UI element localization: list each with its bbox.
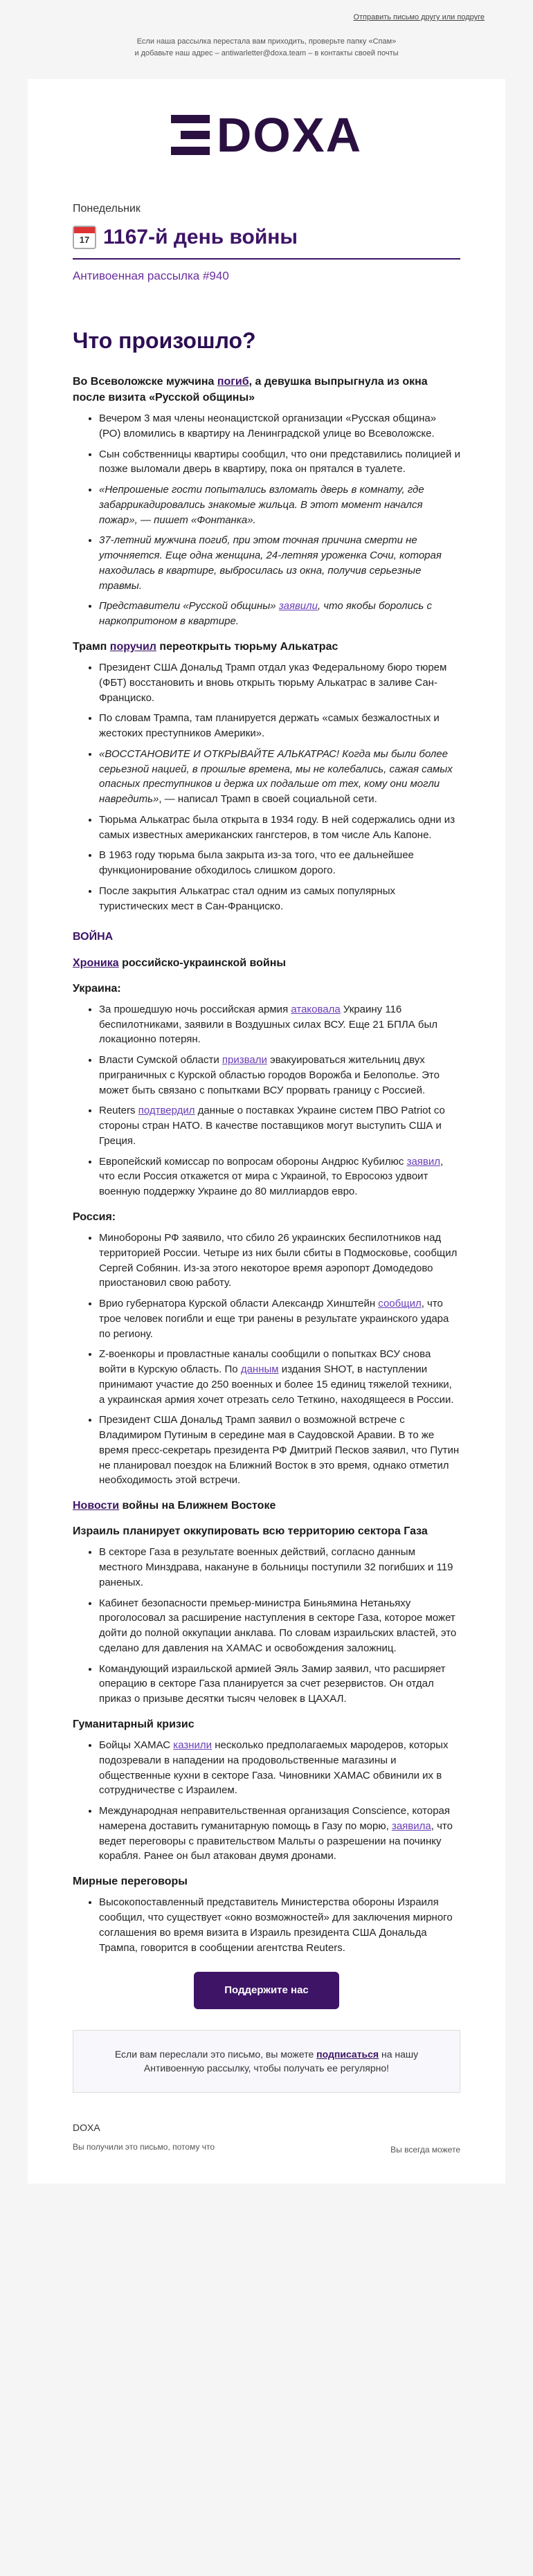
list-item	[99, 1053, 460, 1098]
list-item	[99, 1103, 460, 1148]
item-text: эвакуироваться жительниц двух приграничных с Курской областью городов Ворожба и Белополье. Это может быть связано с попытками ВСУ прорвать границу с Россией.	[99, 1054, 440, 1096]
subheading-gaza: Израиль планирует оккупировать всю территорию сектора Газа	[73, 1525, 428, 1538]
ukraine-war-chronicle-heading	[73, 955, 460, 971]
item-text: За прошедшую ночь российская армия	[99, 1003, 291, 1015]
item-text: , что трое человек погибли и еще три ранены в результате украинского удара по региону.	[99, 1298, 449, 1340]
story-bullets	[73, 660, 460, 914]
spam-notice-line-1: Если наша рассылка перестала вам приходить, проверьте папку «Спам»	[136, 37, 397, 46]
mideast-war-heading	[73, 1498, 460, 1514]
item-text: , что если Россия откажется от мира с Украиной, то Евросоюз удвоит военную поддержку Украине до 80 миллиардов евро.	[99, 1155, 444, 1198]
war-day-title: 1167-й день войны	[103, 226, 298, 249]
item-text: Международная неправительственная организация Conscience, которая намерена доставить гуманитарную помощь в Газу по морю,	[99, 1805, 450, 1832]
heading-text: российско-украинской войны	[118, 956, 287, 969]
list-item	[99, 1154, 460, 1199]
list-item	[99, 1804, 460, 1864]
story-link-died[interactable]: погиб	[217, 375, 249, 388]
list-item	[99, 1296, 460, 1341]
list-item: • 37-летний мужчина погиб, при этом точная причина смерти не уточняется. Еще одна женщина, 24-летняя уроженка Сочи, которая находилась в квартире, выбросилась из окна, получив серьезные травмы.	[99, 533, 460, 593]
list-item: • В 1963 году тюрьма была закрыта из-за того, что ее дальнейшее функционирование обходилось слишком дорого.	[99, 848, 460, 878]
item-text: Украину 116 беспилотниками, заявили в Воздушных силах ВСУ. Еще 21 БПЛА был локационно потерян.	[99, 1003, 438, 1046]
crisis-bullets	[73, 1738, 460, 1864]
inline-link[interactable]: заявил	[406, 1155, 441, 1168]
footer	[73, 2121, 460, 2170]
list-item: • Высокопоставленный представитель Министерства обороны Израиля сообщил, что существует «окно возможностей» для заключения мирного соглашения во время визита в Израиль президента США Дональда Трампа, говорится в сообщении агентства Reuters.	[99, 1895, 460, 1955]
spam-notice-line-2: и добавьте наш адрес – antiwarletter@doxa.team – в контакты своей почты	[134, 48, 399, 57]
item-text: Z-военкоры и провластные каналы сообщили о попытках ВСУ снова войти в Курскую область. По	[99, 1348, 431, 1376]
issue-number: Антивоенная рассылка #940	[73, 269, 229, 282]
item-text: издания SHOT, в наступлении принимают участие до 250 военных и более 15 единиц тяжелой техники, а украинская армия хочет отрезать село Теткино, находящееся в России.	[99, 1363, 454, 1406]
story-heading-text: , а девушка выпрыгнула из окна после визита «Русской общины»	[73, 375, 428, 403]
preheader	[0, 0, 533, 79]
newsletter-body	[28, 79, 505, 2184]
subscribe-text: на нашу Антивоенную рассылку, чтобы получать ее регулярно!	[143, 2049, 419, 2074]
item-text: Представители «Русской общины»	[99, 600, 279, 613]
list-item	[99, 1002, 460, 1047]
calendar-day: 17	[79, 234, 90, 245]
forward-to-friend-link[interactable]: Отправить письмо другу или подруге	[353, 13, 485, 21]
item-text: Врио губернатора Курской области Александр Хинштейн	[99, 1298, 379, 1310]
war-section-heading: ВОЙНА	[73, 931, 114, 943]
list-item: • По словам Трампа, там планируется держать «самых безжалостных и жестоких преступников Америки».	[99, 711, 460, 741]
list-item	[99, 1738, 460, 1798]
quote-text: «ВОССТАНОВИТЕ И ОТКРЫВАЙТЕ АЛЬКАТРАС! Когда мы были более серьезной нацией, в прошлые времена, мы не колебались, сажая самых опасных преступников и держа их подальше от тех, кому они могли навредить»	[99, 747, 453, 806]
cta-wrap	[73, 1972, 460, 2009]
list-item: • «Непрошеные гости попытались взломать дверь в комнату, где забаррикадировались знакомые жильца. В этот момент начался пожар», — пишет «Фонтанка».	[99, 482, 460, 527]
weekday: Понедельник	[73, 203, 141, 215]
story-heading-alcatraz	[73, 639, 460, 655]
subscribe-box	[73, 2030, 460, 2093]
doxa-menu-logo-icon	[171, 115, 210, 155]
inline-link[interactable]: подтвердил	[138, 1105, 195, 1117]
list-item: • Командующий израильской армией Эяль Замир заявил, что расширяет операцию в секторе Газа планируется за счет резервистов. Он отдал приказ о призыве десятки тысяч человек в ЦАХАЛ.	[99, 1662, 460, 1707]
item-text: , — написал Трамп в своей социальной сети.	[159, 793, 377, 806]
inline-link[interactable]: заявили	[278, 600, 318, 613]
support-us-button[interactable]: Поддержите нас	[194, 1972, 339, 2009]
item-text: , что якобы боролись с наркопритоном в квартире.	[99, 600, 432, 628]
list-item: • После закрытия Алькатрас стал одним из самых популярных туристических мест в Сан-Франциско.	[99, 884, 460, 914]
russia-bullets	[73, 1231, 460, 1488]
item-text: Власти Сумской области	[99, 1054, 222, 1067]
item-text: несколько предполагаемых мародеров, которых подозревали в нападении на продовольственные магазины и общественные кухни в секторе Газа. Чиновники ХАМАС обвинили их в сотрудничестве с Израилем.	[99, 1739, 449, 1797]
list-item: • Минобороны РФ заявило, что сбило 26 украинских беспилотников над территорией России. Четыре из них были сбиты в Подмосковье, сообщил Сергей Собянин. Из-за этого некоторое время аэропорт Домодедово приостановил свою работу.	[99, 1231, 460, 1291]
item-text: , что ведет переговоры с правительством Мальты о разрешении на починку корабля. Ранее он был атакован двумя дронами.	[99, 1820, 453, 1862]
subheading-humanitarian-crisis: Гуманитарный кризис	[73, 1718, 195, 1730]
story-link-ordered[interactable]: поручил	[109, 640, 156, 653]
item-text: Бойцы ХАМАС	[99, 1739, 174, 1752]
page-title	[73, 222, 460, 260]
footer-brand: DOXA	[73, 2121, 100, 2133]
subheading-ukraine: Украина:	[73, 982, 121, 995]
list-item: • Кабинет безопасности премьер-министра Биньямина Нетаньяху проголосовал за расширение наступления в секторе Газа, которое может дойти до полной оккупации анклава. По словам израильских властей, это сделано для давления на ХАМАС и освобождения заложниц.	[99, 1596, 460, 1656]
item-text: Европейский комиссар по вопросам обороны Андрюс Кубилюс	[99, 1155, 407, 1168]
story-heading-text: Во Всеволожске мужчина	[73, 375, 217, 388]
list-item: • Президент США Дональд Трамп заявил о возможной встрече с Владимиром Путиным в середине мая в Саудовской Аравии. В то же время пресс-секретарь президента РФ Дмитрий Песков заявил, что Путин не планировал поездок на Ближний Восток в это время, однако отметил необходимость этой встречи.	[99, 1413, 460, 1488]
doxa-logo[interactable]	[73, 79, 460, 201]
subscribe-link[interactable]: подписаться	[316, 2049, 379, 2060]
footer-reason-text: Вы получили это письмо, потому что	[73, 2141, 215, 2152]
inline-link[interactable]: казнили	[173, 1739, 213, 1752]
list-item: • Тюрьма Алькатрас была открыта в 1934 году. В ней содержались одни из самых известных американских гангстеров, в том числе Аль Капоне.	[99, 813, 460, 843]
inline-link[interactable]: сообщил	[378, 1298, 422, 1310]
inline-link[interactable]: данным	[240, 1363, 279, 1376]
list-item: • В секторе Газа в результате военных действий, согласно данным местного Минздрава, накануне в больницы поступили 32 погибших и 119 раненых.	[99, 1545, 460, 1590]
inline-link[interactable]: заявила	[391, 1820, 431, 1832]
gaza-bullets	[73, 1545, 460, 1707]
subheading-peace-talks: Мирные переговоры	[73, 1876, 188, 1888]
item-text: данные о поставках Украине систем ПВО Patriot со стороны стран НАТО. В качестве поставщиков могут выступить США и Греция.	[99, 1105, 445, 1147]
list-item: • Сын собственницы квартиры сообщил, что они представились полицией и позже выломали дверь в квартиру, пока он прятался в туалете.	[99, 447, 460, 478]
list-item: • Президент США Дональд Трамп отдал указ Федеральному бюро тюрем (ФБТ) восстановить и вновь открыть тюрьму Алькатрас в заливе Сан-Франциско.	[99, 660, 460, 705]
list-item: • Вечером 3 мая члены неонацистской организации «Русская община» (РО) вломились в квартиру на Ленинградской улице во Всеволожске.	[99, 411, 460, 442]
logo-text: DOXA	[216, 108, 363, 163]
story-bullets	[73, 411, 460, 629]
list-item	[99, 1347, 460, 1407]
peace-bullets	[73, 1895, 460, 1955]
subheading-russia: Россия:	[73, 1210, 116, 1223]
news-link[interactable]: Новости	[73, 1500, 120, 1512]
list-item	[99, 747, 460, 807]
footer-unsubscribe-text: Вы всегда можете	[390, 2144, 460, 2155]
inline-link[interactable]: атаковала	[291, 1003, 341, 1015]
story-heading-text: Трамп	[73, 640, 110, 653]
footer-left	[73, 2121, 215, 2156]
story-heading-vsevolozhsk	[73, 374, 460, 406]
chronicle-link[interactable]: Хроника	[73, 956, 119, 969]
inline-link[interactable]: призвали	[222, 1054, 267, 1067]
calendar-icon	[73, 226, 96, 249]
heading-text: войны на Ближнем Востоке	[119, 1500, 276, 1512]
spam-notice	[48, 36, 485, 60]
list-item	[99, 599, 460, 629]
item-text: Reuters	[99, 1105, 138, 1117]
section-heading-what-happened: Что произошло?	[73, 328, 256, 354]
ukraine-bullets	[73, 1002, 460, 1199]
subscribe-text: Если вам переслали это письмо, вы можете	[114, 2049, 317, 2060]
story-heading-text: переоткрыть тюрьму Алькатрас	[156, 640, 338, 653]
